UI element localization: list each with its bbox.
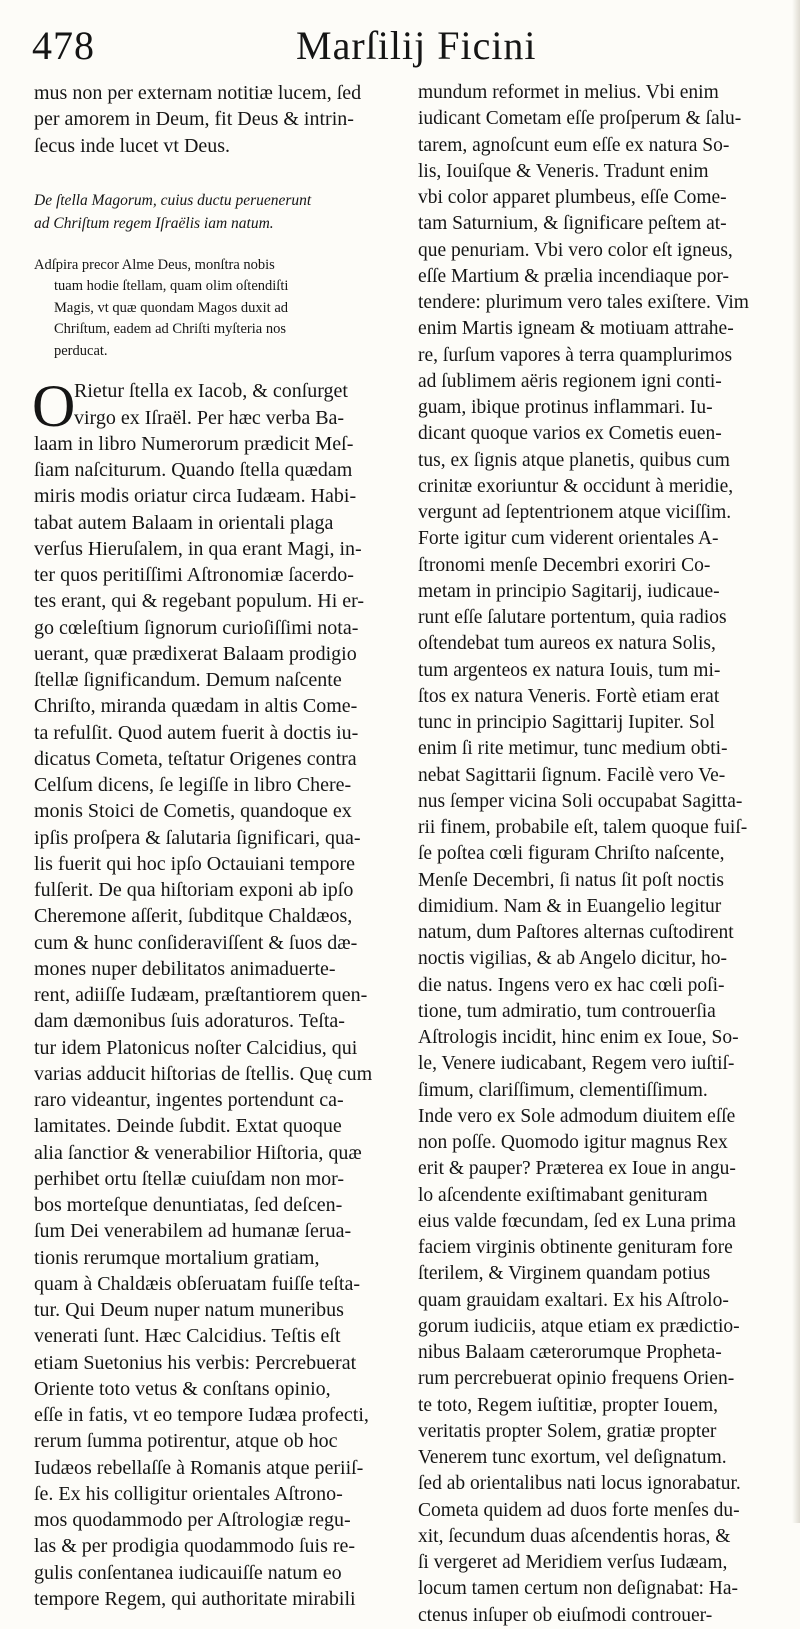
- prayer-line: Adſpira precor Alme Deus, monſtra nobis: [34, 256, 275, 273]
- text-line: tionis rerumque mortalium gratiam,: [34, 1246, 320, 1269]
- text-line: go cœleſtium ſignorum curioſiſſimi nota-: [34, 616, 359, 639]
- text-line: nebat Sagittarii ſignum. Facilè vero Ve-: [418, 764, 726, 786]
- text-line: faciem virginis obtinente genituram fore: [418, 1237, 733, 1258]
- right-column: [418, 80, 772, 1629]
- text-line: tam Saturnium, & ſignificare peſtem at-: [418, 213, 727, 235]
- text-line: lamitates. Deinde ſubdit. Extat quoque: [34, 1115, 342, 1138]
- right-body-text: [418, 80, 772, 1629]
- text-line: ſecus inde lucet vt Deus.: [34, 134, 231, 157]
- drop-cap: O: [32, 373, 76, 440]
- text-line: Chriſto, miranda quædam in altis Come-: [34, 695, 358, 718]
- text-line: per amorem in Deum, fit Deus & intrin-: [34, 108, 354, 131]
- text-line: metam in principio Sagitarij, iudicaue-: [418, 580, 720, 602]
- text-line: dimidium. Nam & in Euangelio legitur: [418, 895, 722, 917]
- text-line: te toto, Regem iuſtitiæ, propter Iouem,: [418, 1394, 719, 1416]
- page-edge-shadow: [792, 0, 800, 1523]
- text-line: monis Stoici de Cometis, quandoque ex: [34, 800, 352, 823]
- text-line: eius valde fœcundam, ſed ex Luna prima: [418, 1210, 736, 1232]
- text-line: rii finem, probabile eſt, talem quoque fuiſ-: [418, 817, 748, 838]
- text-line: tum argenteos ex natura Iouis, tum mi-: [418, 659, 721, 681]
- text-line: Iudæos rebellaſſe à Romanis atque periiſ-: [34, 1456, 364, 1479]
- text-line: tunc in principio Sagittarij Iupiter. Sol: [418, 712, 715, 733]
- text-line: ta refulſit. Quod autem fuerit à doctis iu-: [34, 721, 359, 744]
- text-line: dicatus Cometa, teſtatur Origenes contra: [34, 747, 357, 770]
- text-line: lis, Iouiſque & Veneris. Tradunt enim: [418, 160, 709, 182]
- text-line: guam, ibique protinus inflammari. Iu-: [418, 397, 713, 418]
- text-line: ſe. Ex his colligitur orientales Aſtrono-: [34, 1482, 343, 1505]
- text-line: re, ſurſum vapores à terra quamplurimos: [418, 344, 733, 366]
- text-line: mundum reformet in melius. Vbi enim: [418, 82, 719, 103]
- text-line: nus ſemper vicina Soli occupabat Sagitta-: [418, 790, 743, 812]
- text-line: laam in libro Numerorum prædicit Meſ-: [34, 432, 354, 455]
- text-line: vergunt ad ſeptentrionem atque viciſſim.: [418, 502, 732, 523]
- text-line: verſus Hieruſalem, in qua erant Magi, in-: [34, 537, 362, 560]
- text-line: ſum Dei venerabilem ad humanæ ſerua-: [34, 1220, 352, 1243]
- prayer-line: Chriſtum, eadem ad Chriſti myſteria nos: [54, 321, 286, 338]
- heading-line: De ſtella Magorum, cuius ductu peruenerunt: [34, 191, 312, 209]
- text-line: Cheremone aſſerit, ſubditque Chaldæos,: [34, 905, 353, 928]
- text-line: crinitæ exoriuntur & occidunt à meridie,: [418, 475, 734, 497]
- text-line: quam grauidam exaltari. Ex his Aſtrolo-: [418, 1289, 729, 1311]
- left-body-text: [34, 431, 408, 1612]
- text-line: venerati ſunt. Hæc Calcidius. Teſtis eſt: [34, 1325, 341, 1348]
- text-line: tione, tum admiratio, tum controuerſia: [418, 1000, 716, 1022]
- prayer-line: tuam hodie ſtellam, quam olim oſtendiſti: [54, 278, 289, 295]
- text-line: ctenus inſuper ob eiuſmodi controuer-: [418, 1604, 713, 1626]
- text-line: eſſe Martium & prælia incendiaque por-: [418, 265, 729, 287]
- text-line: miris modis oriatur circa Iudæam. Habi-: [34, 485, 357, 508]
- text-line: Celſum dicens, ſe legiſſe in libro Chere-: [34, 774, 352, 796]
- text-line: Venerem tunc exortum, vel deſignatum.: [418, 1447, 727, 1468]
- text-line: ſimum, clariſſimum, clementiſſimum.: [418, 1079, 708, 1101]
- text-line: mus non per externam notitiæ lucem, ſed: [34, 82, 362, 104]
- text-line: enim ſi rite metimur, tunc medium obti-: [418, 738, 728, 760]
- text-line: Aſtrologis incidit, hinc enim ex Ioue, So-: [418, 1027, 739, 1048]
- text-line: die natus. Ingens vero ex hac cœli poſi-: [418, 974, 725, 996]
- text-line: ſtellæ ſignificandum. Demum naſcente: [34, 669, 342, 691]
- text-line: fulſerit. De qua hiſtoriam exponi ab ipſo: [34, 879, 354, 901]
- text-line: ſi vergeret ad Meridiem verſus Iudæam,: [418, 1552, 728, 1573]
- text-line: quam à Chaldæis obſeruatam fuiſſe teſta-: [34, 1272, 361, 1295]
- text-line: ter quos peritiſſimi Aſtronomiæ ſacerdo-: [34, 564, 354, 586]
- text-line: ipſis proſpera & ſalutaria ſignificari, qua-: [34, 826, 361, 849]
- text-line: perhibet ortu ſtellæ cuiuſdam non mor-: [34, 1167, 345, 1190]
- text-line: veritatis propter Solem, gratiæ propter: [418, 1420, 717, 1442]
- text-line: etiam Suetonius his verbis: Percrebuerat: [34, 1351, 357, 1374]
- text-line: gorum iudiciis, atque etiam ex prædictio-: [418, 1315, 740, 1337]
- text-line: erit & pauper? Præterea ex Ioue in angu-: [418, 1158, 736, 1180]
- text-line: Cometa quidem ad duos forte menſes du-: [418, 1499, 740, 1521]
- text-line: raro videantur, ingentes portendunt ca-: [34, 1089, 344, 1111]
- text-line: Forte igitur cum viderent orientales A-: [418, 528, 719, 550]
- text-line: vbi color apparet plumbeus, eſſe Come-: [418, 187, 727, 208]
- text-line: runt eſſe ſalutare portentum, quia radios: [418, 607, 727, 628]
- text-line: lo aſcendente exiſtimabant genituram: [418, 1184, 708, 1206]
- text-line: eſſe in fatis, vt eo tempore Iudæa profecti,: [34, 1404, 369, 1426]
- prayer-line: Magis, vt quæ quondam Magos duxit ad: [54, 299, 289, 316]
- prayer-line: perducat.: [54, 342, 108, 359]
- text-line: las & per prodigia quodammodo ſuis re-: [34, 1535, 356, 1558]
- text-line: ſtronomi menſe Decembri exoriri Co-: [418, 554, 711, 576]
- text-line: Oriente toto vetus & conſtans opinio,: [34, 1377, 331, 1400]
- text-line: mones nuper debilitatos animaduerte-: [34, 957, 336, 980]
- text-line: locum tamen certum non deſignabat: Ha-: [418, 1578, 739, 1600]
- text-line: lis fuerit qui hoc ipſo Octauiani tempore: [34, 852, 356, 875]
- text-line: cum & hunc conſideraviſſent & ſuos dæ-: [34, 931, 358, 954]
- text-line: rent, adiiſſe Iudæam, præſtantiorem quen-: [34, 984, 368, 1006]
- text-line: mos quodammodo per Aſtrologiæ regu-: [34, 1509, 351, 1531]
- text-line: natum, dum Paſtores alternas cuſtodirent: [418, 922, 734, 943]
- text-line: que penuriam. Vbi vero color eſt igneus,: [418, 239, 733, 261]
- text-line: virgo ex Iſraël. Per hæc verba Ba-: [74, 406, 345, 429]
- text-line: gulis conſentanea iudicauiſſe natum eo: [34, 1561, 342, 1584]
- running-head: Marſilij Ficini: [296, 23, 537, 68]
- text-line: bos morteſque denuntiatas, ſed deſcen-: [34, 1194, 343, 1216]
- opening-paragraph: [34, 80, 408, 159]
- text-line: ad ſublimem aëris regionem igni conti-: [418, 370, 722, 392]
- left-column: [34, 80, 408, 1612]
- text-line: oſtendebat tum aureos ex natura Solis,: [418, 633, 716, 655]
- text-line: alia ſanctior & venerabilior Hiſtoria, quæ: [34, 1141, 362, 1164]
- heading-line: ad Chriſtum regem Iſraëlis iam natum.: [34, 214, 274, 232]
- text-line: tabat autem Balaam in orientali plaga: [34, 511, 334, 534]
- text-line: tur. Qui Deum nuper natum muneribus: [34, 1299, 344, 1321]
- text-line: tes erant, qui & regebant populum. Hi er-: [34, 590, 365, 613]
- text-line: enim Martis igneam & motiuam attrahe-: [418, 318, 734, 340]
- text-line: Rietur ſtella ex Iacob, & conſurget: [74, 380, 348, 403]
- text-line: tus, ex ſignis atque planetis, quibus cum: [418, 449, 730, 471]
- text-line: ſiam naſciturum. Quando ſtella quædam: [34, 459, 353, 481]
- text-line: rum percrebuerat opinio frequens Orien-: [418, 1368, 735, 1390]
- text-line: xit, ſecundum duas aſcendentis horas, &: [418, 1525, 731, 1547]
- text-line: nibus Balaam cæterorumque Propheta-: [418, 1342, 722, 1363]
- text-line: uerant, quæ prædixerat Balaam prodigio: [34, 642, 357, 665]
- text-line: ſe poſtea cœli figuram Chriſto naſcente,: [418, 843, 725, 865]
- text-line: ſterilem, & Virginem quandam potius: [418, 1263, 711, 1285]
- text-line: rerum ſumma potirentur, atque ob hoc: [34, 1430, 338, 1453]
- section-heading: [34, 189, 408, 235]
- text-line: le, Venere iudicabant, Regem vero iuſtiſ-: [418, 1053, 735, 1075]
- text-line: iudicant Cometam eſſe proſperum & ſalu-: [418, 108, 742, 130]
- text-line: ſtos ex natura Veneris. Fortè etiam erat: [418, 685, 720, 707]
- text-line: dicant quoque varios ex Cometis euen-: [418, 423, 722, 445]
- text-line: tempore Regem, qui authoritate mirabili: [34, 1587, 356, 1610]
- text-line: noctis vigilias, & ab Angelo dicitur, ho-: [418, 948, 728, 970]
- page-number: 478: [32, 23, 95, 68]
- text-line: tarem, agnoſcunt eum eſſe ex natura So-: [418, 134, 730, 156]
- text-line: dam dæmonibus ſuis adoraturos. Teſta-: [34, 1010, 345, 1033]
- prayer: [34, 255, 408, 363]
- text-line: Inde vero ex Sole admodum diuitem eſſe: [418, 1105, 736, 1127]
- text-line: ſed ab orientalibus nati locus ignorabatur.: [418, 1473, 741, 1495]
- text-line: varias adducit hiſtorias de ſtellis. Quę cum: [34, 1062, 373, 1085]
- text-line: non poſſe. Quomodo igitur magnus Rex: [418, 1132, 728, 1153]
- text-line: tur idem Platonicus noſter Calcidius, qui: [34, 1036, 358, 1059]
- text-line: Menſe Decembri, ſi natus ſit poſt noctis: [418, 869, 724, 891]
- main-paragraph: [32, 373, 408, 1612]
- text-line: tendere: plurimum vero tales exiſtere. Vim: [418, 292, 749, 313]
